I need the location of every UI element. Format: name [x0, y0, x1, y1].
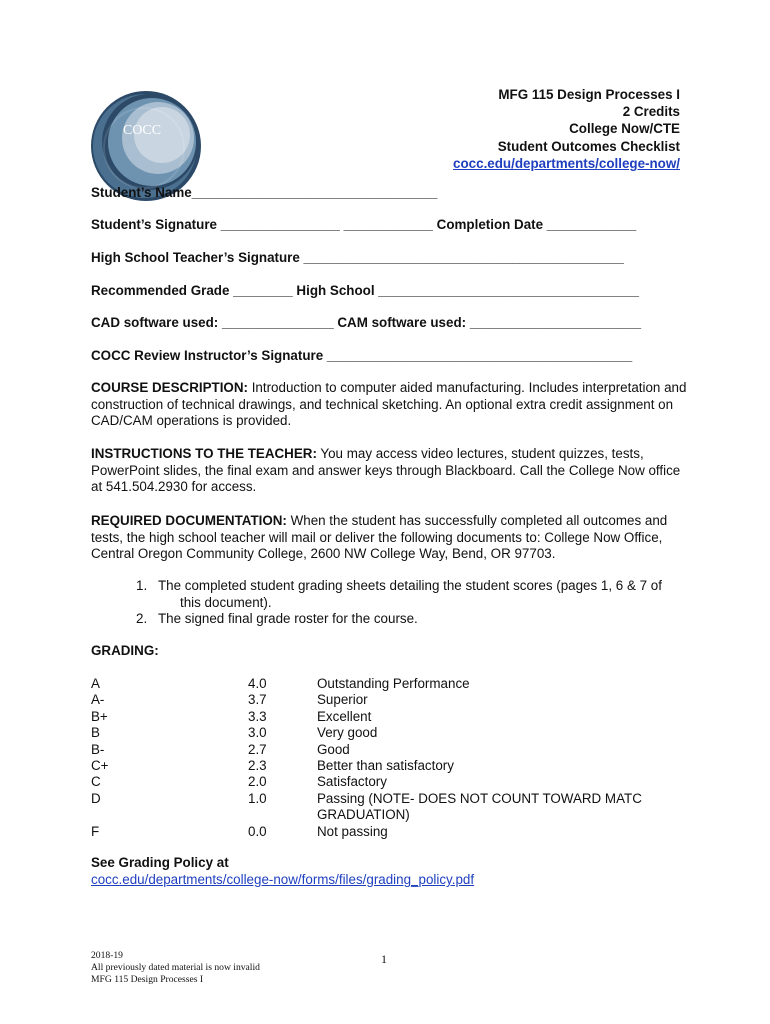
- teacher-instructions: [91, 446, 691, 496]
- grade-description: Better than satisfactory: [317, 757, 454, 773]
- grade-row: [91, 709, 691, 725]
- grade-letter: B: [91, 725, 100, 741]
- grade-letter: D: [91, 790, 101, 806]
- footer-course: MFG 115 Design Processes I: [91, 974, 204, 985]
- page-number: 1: [381, 952, 387, 966]
- grade-points: 4.0: [248, 676, 267, 691]
- list-item: [136, 611, 696, 628]
- grade-description: Not passing: [317, 823, 388, 839]
- grading-policy-link[interactable]: cocc.edu/departments/college-now/forms/files/grading_policy.pdf: [91, 872, 475, 887]
- instructions-label: INSTRUCTIONS TO THE TEACHER:: [91, 446, 317, 461]
- grade-description: Outstanding Performance: [317, 676, 470, 691]
- required-documentation: [91, 513, 691, 563]
- grade-points: 1.0: [248, 790, 267, 806]
- grade-points: 2.3: [248, 757, 267, 773]
- grading-table: [91, 676, 691, 840]
- grade-letter: A: [91, 676, 100, 691]
- grade-points: 2.0: [248, 774, 267, 790]
- list-item-continuation: this document).: [180, 594, 272, 610]
- list-item-number: 1.: [136, 578, 148, 593]
- page-footer: [91, 950, 260, 986]
- grade-row: [91, 824, 691, 840]
- teacher-signature-field[interactable]: High School Teacher’s Signature ___________________________________________: [91, 250, 624, 265]
- required-documentation-label: REQUIRED DOCUMENTATION:: [91, 513, 287, 528]
- grade-row: [91, 774, 691, 790]
- course-description-label: COURSE DESCRIPTION:: [91, 380, 248, 395]
- course-description: [91, 380, 691, 430]
- document-title: Student Outcomes Checklist: [497, 138, 680, 154]
- grade-letter: F: [91, 823, 100, 839]
- program-name: College Now/CTE: [569, 121, 680, 137]
- grade-points: 3.0: [248, 725, 267, 741]
- student-name-field[interactable]: Student’s Name_________________________________: [91, 185, 438, 200]
- footer-notice: All previously dated material is now invalid: [91, 962, 260, 973]
- grade-description: Excellent: [317, 708, 372, 724]
- course-description-text: Introduction to computer aided manufacturing. Includes interpretation and construction of technical drawings, and technical sketching. An optional extra credit assignment on CAD/CAM operations is provided.: [91, 380, 687, 429]
- instructions-text: You may access video lectures, student quizzes, tests, PowerPoint slides, the final exam and answer keys through Blackboard. Call the College Now office at 541.504.2930 for access.: [91, 446, 681, 495]
- grade-description: Very good: [317, 725, 378, 741]
- grade-letter: C: [91, 774, 101, 790]
- grade-description: Satisfactory: [317, 774, 387, 790]
- grade-row: [91, 791, 691, 824]
- footer-year: 2018-19: [91, 950, 123, 961]
- grade-points: 0.0: [248, 823, 267, 839]
- grade-points: 3.7: [248, 692, 267, 708]
- grade-points: 2.7: [248, 741, 267, 757]
- student-signature-field[interactable]: Student’s Signature ________________ ____________ Completion Date ____________: [91, 217, 637, 232]
- software-field[interactable]: CAD software used: _______________ CAM software used: _______________________: [91, 315, 642, 330]
- grading-title: GRADING:: [91, 643, 159, 658]
- review-instructor-field[interactable]: COCC Review Instructor’s Signature _________________________________________: [91, 348, 633, 363]
- grade-description: Passing (NOTE- DOES NOT COUNT TOWARD MATC GRADUATION): [317, 790, 642, 823]
- course-credits: 2 Credits: [622, 104, 680, 120]
- grade-letter: C+: [91, 757, 109, 773]
- department-link[interactable]: cocc.edu/departments/college-now/: [453, 155, 680, 171]
- required-documentation-text: When the student has successfully completed all outcomes and tests, the high school teacher will mail or deliver the following documents to: College Now Office, Central Oregon Community College, 2600 NW College Way, Bend, OR 97703.: [91, 513, 668, 562]
- grade-row: [91, 758, 691, 774]
- course-title: MFG 115 Design Processes I: [498, 87, 680, 102]
- list-item-text: The signed final grade roster for the course.: [158, 611, 418, 627]
- grade-description: Good: [317, 741, 350, 757]
- grade-letter: A-: [91, 692, 105, 708]
- list-item-text: The completed student grading sheets detailing the student scores (pages 1, 6 & 7 of: [158, 578, 662, 593]
- grade-row: [91, 692, 691, 708]
- grade-row: [91, 676, 691, 692]
- grading-policy-label: See Grading Policy at: [91, 855, 229, 870]
- grade-row: [91, 742, 691, 758]
- svg-text:COCC: COCC: [122, 123, 162, 138]
- documents-list: [136, 578, 696, 628]
- list-item-number: 2.: [136, 611, 148, 627]
- course-header: [453, 86, 680, 172]
- grade-row: [91, 725, 691, 741]
- grade-letter: B-: [91, 741, 105, 757]
- list-item: [136, 578, 696, 611]
- grade-points: 3.3: [248, 708, 267, 724]
- recommended-grade-field[interactable]: Recommended Grade ________ High School ___________________________________: [91, 283, 639, 298]
- grade-letter: B+: [91, 708, 108, 724]
- grade-description: Superior: [317, 692, 368, 708]
